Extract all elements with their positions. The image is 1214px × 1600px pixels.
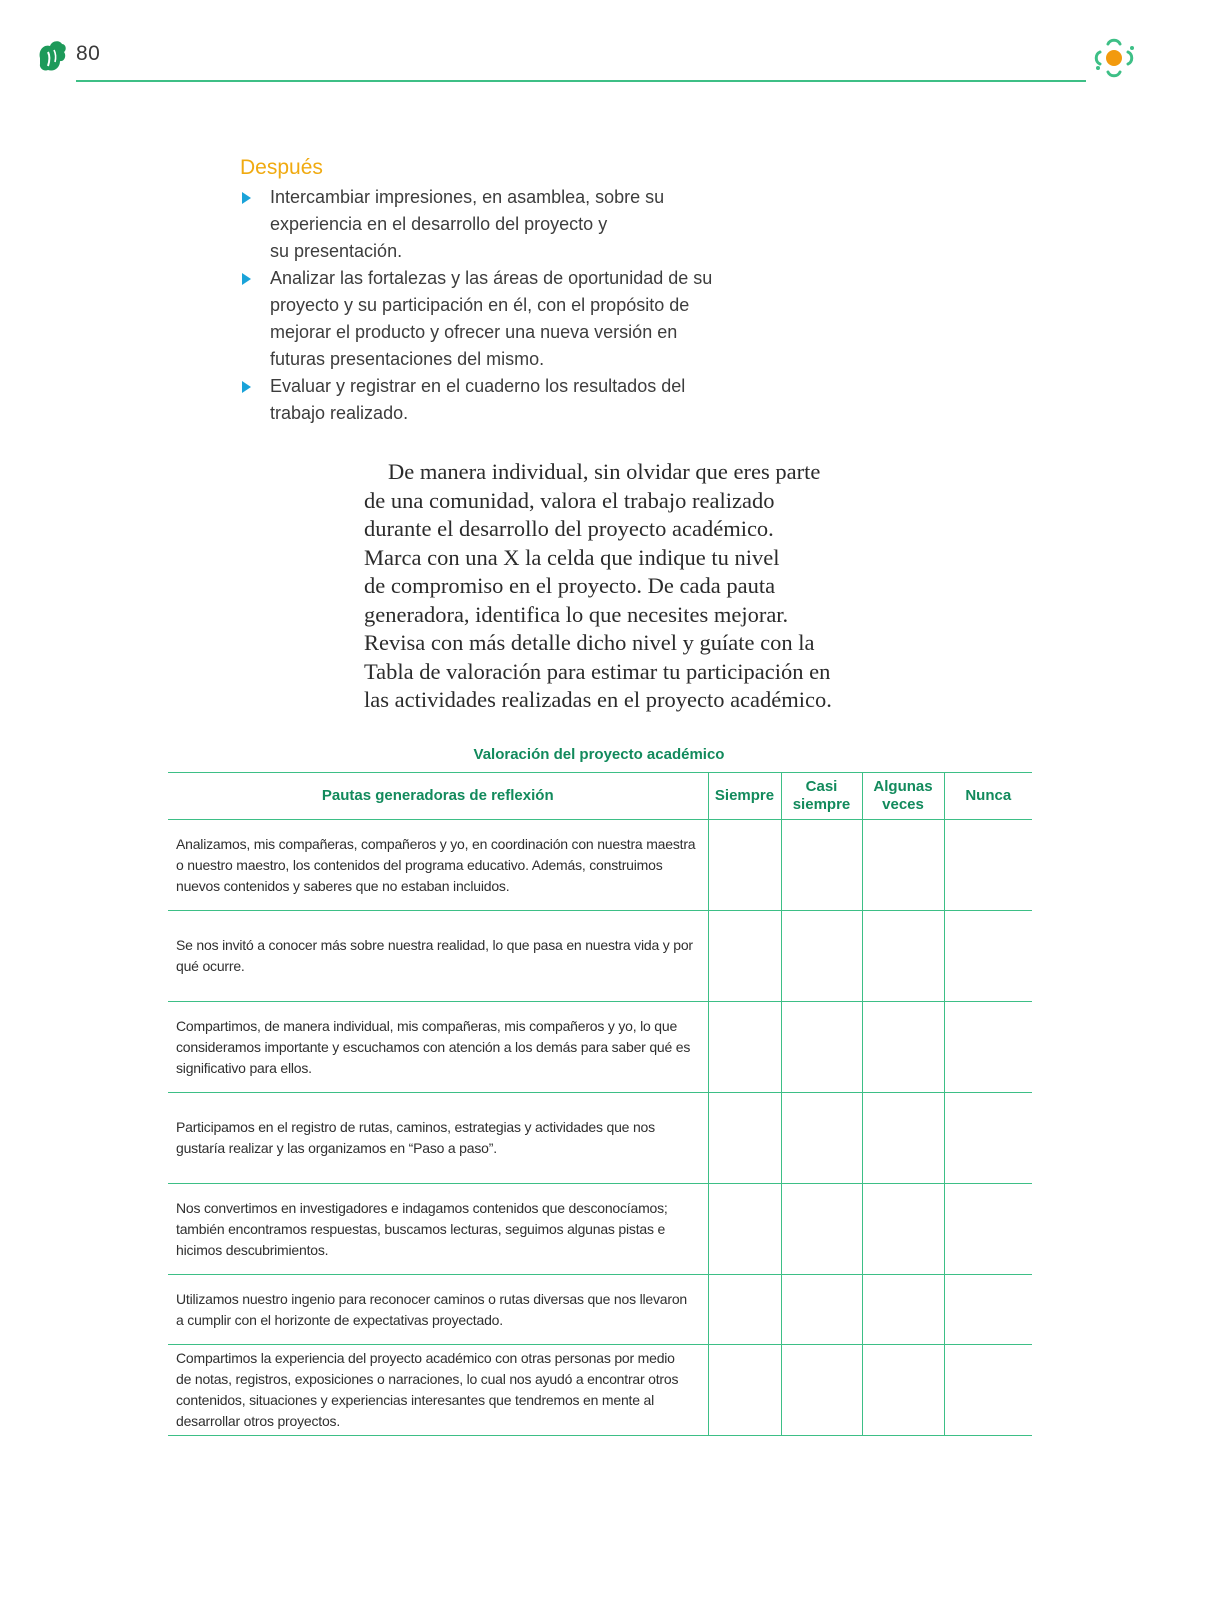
header-prompt: Pautas generadoras de reflexión bbox=[168, 773, 708, 820]
checkbox-cell-never[interactable] bbox=[944, 1093, 1032, 1184]
checkbox-cell-sometimes[interactable] bbox=[862, 1002, 944, 1093]
orange-dot-flower-logo-icon bbox=[1088, 34, 1142, 84]
prompt-cell: Utilizamos nuestro ingenio para reconocer caminos o rutas diversas que nos llevaron a cumplir con el horizonte de expectativas proyectado. bbox=[168, 1275, 708, 1345]
table-row bbox=[168, 1275, 1032, 1345]
bullet-item: Evaluar y registrar en el cuaderno los resultados del trabajo realizado. bbox=[240, 373, 720, 427]
checkbox-cell-sometimes[interactable] bbox=[862, 1093, 944, 1184]
bullet-arrow-icon bbox=[242, 381, 251, 393]
section-title: Después bbox=[240, 156, 323, 179]
table-row bbox=[168, 1184, 1032, 1275]
bullet-item: Analizar las fortalezas y las áreas de oportunidad de su proyecto y su participación en él, con el propósito de mejorar el producto y ofrecer una nueva versión en futuras presentaciones del mismo. bbox=[240, 265, 720, 373]
header-always: Siempre bbox=[708, 773, 781, 820]
checkbox-cell-never[interactable] bbox=[944, 1002, 1032, 1093]
checkbox-cell-almost-always[interactable] bbox=[781, 1002, 862, 1093]
header-almost-always: Casi siempre bbox=[781, 773, 862, 820]
bullet-item: Intercambiar impresiones, en asamblea, sobre su experiencia en el desarrollo del proyecto y su presentación. bbox=[240, 184, 720, 265]
prompt-cell: Compartimos la experiencia del proyecto académico con otras personas por medio de notas, registros, exposiciones o narraciones, lo cual nos ayudó a encontrar otros contenidos, situaciones y experiencias interesantes que tendremos en mente al desarrollar otros proyectos. bbox=[168, 1345, 708, 1436]
checkbox-cell-almost-always[interactable] bbox=[781, 1345, 862, 1436]
checkbox-cell-sometimes[interactable] bbox=[862, 1345, 944, 1436]
table-row bbox=[168, 1002, 1032, 1093]
bullet-arrow-icon bbox=[242, 192, 251, 204]
checkbox-cell-never[interactable] bbox=[944, 820, 1032, 911]
prompt-cell: Compartimos, de manera individual, mis compañeras, mis compañeros y yo, lo que consideramos importante y escuchamos con atención a los demás para saber qué es significativo para ellos. bbox=[168, 1002, 708, 1093]
checkbox-cell-sometimes[interactable] bbox=[862, 1275, 944, 1345]
prompt-cell: Participamos en el registro de rutas, caminos, estrategias y actividades que nos gustaría realizar y las organizamos en “Paso a paso”. bbox=[168, 1093, 708, 1184]
checkbox-cell-always[interactable] bbox=[708, 1345, 781, 1436]
instructions-paragraph: De manera individual, sin olvidar que eres parte de una comunidad, valora el trabajo realizado durante el desarrollo del proyecto académico. Marca con una X la celda que indique tu nivel de compromiso en el proyecto. De cada pauta generadora, identifica lo que necesites mejorar. Revisa con más detalle dicho nivel y guíate con la Tabla de valoración para estimar tu participación en las actividades realizadas en el proyecto académico. bbox=[364, 459, 832, 712]
checkbox-cell-sometimes[interactable] bbox=[862, 911, 944, 1002]
table-caption: Valoración del proyecto académico bbox=[473, 746, 725, 763]
checkbox-cell-never[interactable] bbox=[944, 911, 1032, 1002]
despues-section bbox=[240, 156, 720, 427]
checkbox-cell-almost-always[interactable] bbox=[781, 820, 862, 911]
checkbox-cell-always[interactable] bbox=[708, 1184, 781, 1275]
checkbox-cell-almost-always[interactable] bbox=[781, 911, 862, 1002]
table-row bbox=[168, 911, 1032, 1002]
checkbox-cell-always[interactable] bbox=[708, 911, 781, 1002]
table-row bbox=[168, 820, 1032, 911]
header-sometimes: Algunas veces bbox=[862, 773, 944, 820]
prompt-cell: Nos convertimos en investigadores e indagamos contenidos que desconocíamos; también encontramos respuestas, buscamos lecturas, seguimos algunas pistas e hicimos descubrimientos. bbox=[168, 1184, 708, 1275]
checkbox-cell-never[interactable] bbox=[944, 1345, 1032, 1436]
table-row bbox=[168, 1345, 1032, 1436]
checkbox-cell-always[interactable] bbox=[708, 1275, 781, 1345]
checkbox-cell-almost-always[interactable] bbox=[781, 1184, 862, 1275]
prompt-cell: Analizamos, mis compañeras, compañeros y yo, en coordinación con nuestra maestra o nuestro maestro, los contenidos del programa educativo. Además, construimos nuevos contenidos y saberes que no estaban incluidos. bbox=[168, 820, 708, 911]
bullet-list bbox=[240, 184, 720, 427]
checkbox-cell-always[interactable] bbox=[708, 1002, 781, 1093]
bullet-arrow-icon bbox=[242, 273, 251, 285]
checkbox-cell-always[interactable] bbox=[708, 820, 781, 911]
rubric-table bbox=[168, 772, 1032, 1436]
checkbox-cell-almost-always[interactable] bbox=[781, 1275, 862, 1345]
green-leaf-logo-icon bbox=[36, 38, 68, 74]
table-row bbox=[168, 1093, 1032, 1184]
header-never: Nunca bbox=[944, 773, 1032, 820]
checkbox-cell-never[interactable] bbox=[944, 1184, 1032, 1275]
checkbox-cell-never[interactable] bbox=[944, 1275, 1032, 1345]
checkbox-cell-sometimes[interactable] bbox=[862, 1184, 944, 1275]
checkbox-cell-sometimes[interactable] bbox=[862, 820, 944, 911]
table-header-row bbox=[168, 773, 1032, 820]
checkbox-cell-almost-always[interactable] bbox=[781, 1093, 862, 1184]
page-number: 80 bbox=[76, 42, 101, 65]
checkbox-cell-always[interactable] bbox=[708, 1093, 781, 1184]
prompt-cell: Se nos invitó a conocer más sobre nuestra realidad, lo que pasa en nuestra vida y por qué ocurre. bbox=[168, 911, 708, 1002]
header-rule bbox=[76, 80, 1086, 82]
